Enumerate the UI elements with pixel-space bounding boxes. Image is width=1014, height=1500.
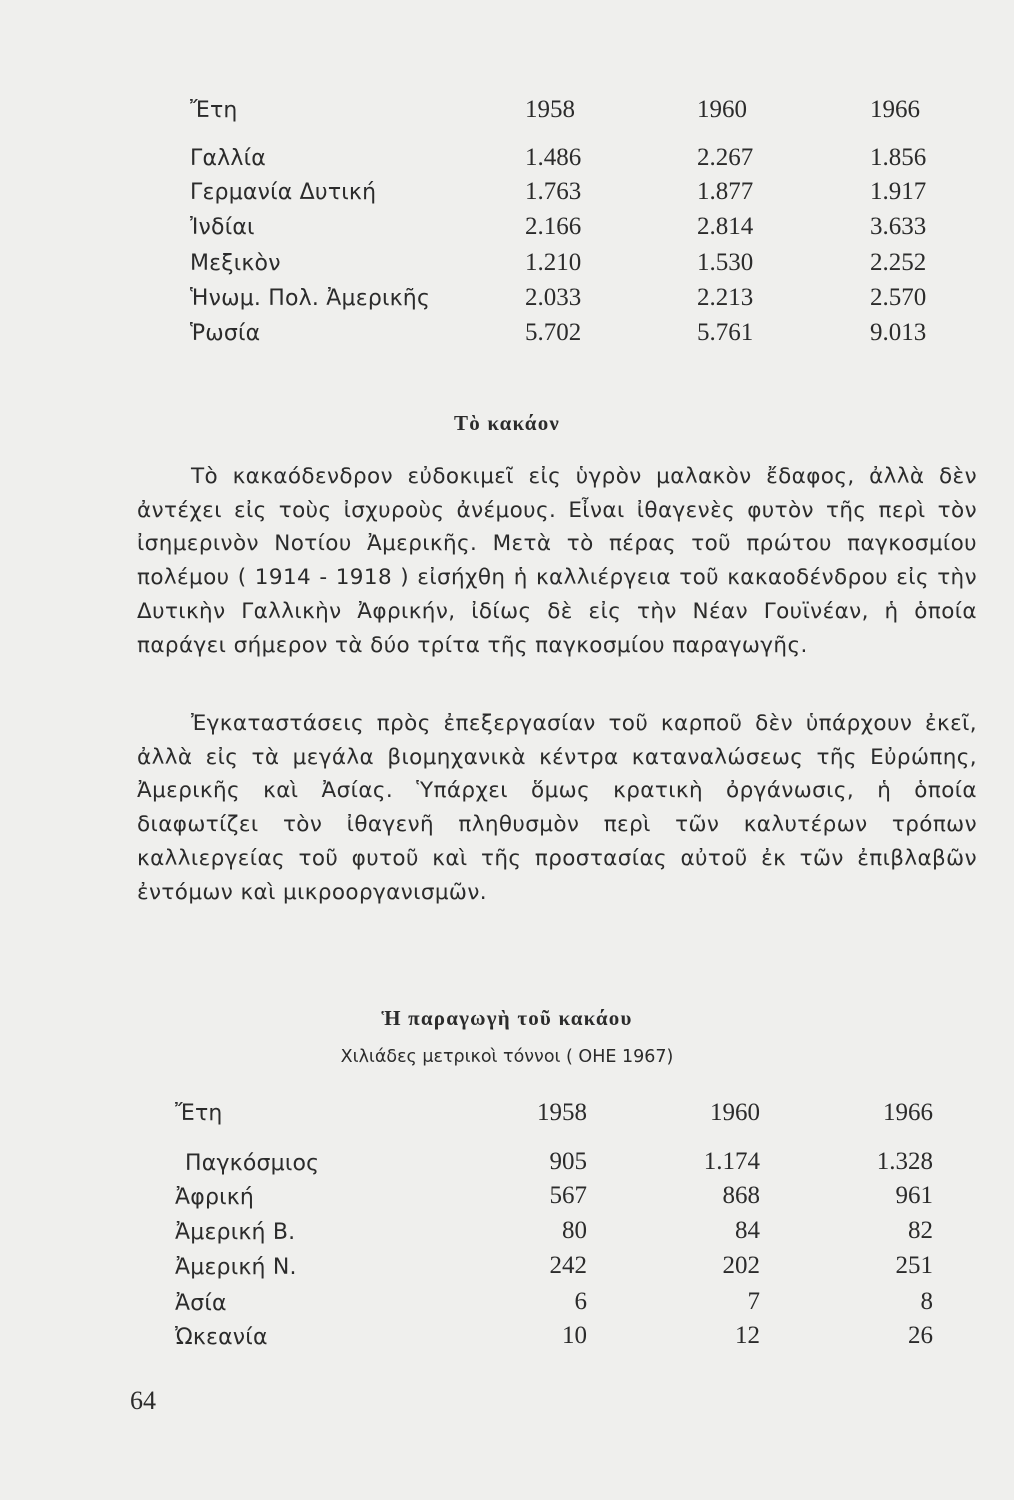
value-1958: 905	[549, 1148, 587, 1175]
country-name: Γαλλία	[190, 146, 266, 171]
year-1960: 1960	[697, 96, 747, 123]
value-1966: 8	[920, 1288, 933, 1315]
value-1958: 567	[549, 1182, 587, 1209]
value-1958: 2.033	[525, 284, 582, 311]
country-name: Γερμανία Δυτική	[190, 180, 377, 205]
region-name: Ἀμερική Β.	[175, 1220, 296, 1245]
value-1966: 9.013	[870, 319, 927, 346]
value-1958: 10	[562, 1322, 587, 1349]
year-1966: 1966	[870, 96, 920, 123]
region-name: Ἀφρική	[175, 1185, 255, 1210]
year-1958: 1958	[525, 96, 575, 123]
value-1960: 1.530	[697, 249, 754, 276]
value-1958: 2.166	[525, 213, 582, 240]
value-1960: 84	[735, 1217, 760, 1244]
value-1960: 1.174	[703, 1148, 760, 1175]
year-1966: 1966	[883, 1099, 933, 1126]
value-1958: 242	[549, 1252, 587, 1279]
region-name: Ἀσία	[175, 1291, 227, 1316]
section-title-cacao: Τὸ κακάον	[454, 411, 560, 435]
country-name: Ῥωσία	[190, 321, 261, 346]
value-1966: 82	[908, 1217, 933, 1244]
country-name: Ἰνδίαι	[190, 215, 255, 240]
region-name: Ἀμερική Ν.	[175, 1255, 297, 1280]
region-name: Ὠκεανία	[175, 1325, 268, 1350]
value-1960: 1.877	[697, 178, 754, 205]
country-name: Μεξικὸν	[190, 251, 281, 276]
value-1966: 1.856	[870, 144, 927, 171]
value-1958: 5.702	[525, 319, 582, 346]
value-1960: 202	[722, 1252, 760, 1279]
year-1960: 1960	[710, 1099, 760, 1126]
value-1958: 6	[574, 1288, 587, 1315]
table-caption: Χιλιάδες μετρικοὶ τόννοι ( ΟΗΕ 1967)	[340, 1047, 674, 1067]
value-1960: 2.213	[697, 284, 754, 311]
region-name: Παγκόσμιος	[185, 1151, 320, 1176]
country-name: Ἡνωμ. Πολ. Ἀμερικῆς	[190, 286, 431, 311]
year-label: Ἔτη	[190, 98, 238, 123]
page-number: 64	[130, 1386, 156, 1415]
paragraph-1: Τὸ κακαόδενδρον εὐδοκιμεῖ εἰς ὑγρὸν μαλακὸν ἔδαφος, ἀλλὰ δὲν ἀντέχει εἰς τοὺς ἰσχυροὺς ἀνέμους. Εἶναι ἰθαγενὲς φυτὸν τῆς περὶ τὸν ἰσημερινὸν Νοτίου Ἀμερικῆς. Μετὰ τὸ πέρας τοῦ πρώτου παγκοσμίου πολέμου ( 1914 - 1918 ) εἰσήχθη ἡ καλλιέργεια τοῦ κακαοδένδρου εἰς τὴν Δυτικὴν Γαλλικὴν Ἀφρικήν, ἰδίως δὲ εἰς τὴν Νέαν Γουϊνέαν, ἡ ὁποία παράγει σήμερον τὰ δύο τρίτα τῆς παγκοσμίου παραγωγῆς.	[137, 464, 977, 658]
value-1960: 2.267	[697, 144, 754, 171]
value-1958: 1.763	[525, 178, 582, 205]
value-1966: 961	[895, 1182, 933, 1209]
value-1958: 1.210	[525, 249, 582, 276]
value-1966: 251	[895, 1252, 933, 1279]
value-1966: 2.252	[870, 249, 927, 276]
value-1960: 7	[747, 1288, 760, 1315]
paragraph-2: Ἐγκαταστάσεις πρὸς ἐπεξεργασίαν τοῦ καρποῦ δὲν ὑπάρχουν ἐκεῖ, ἀλλὰ εἰς τὰ μεγάλα βιομηχανικὰ κέντρα καταναλώσεως τῆς Εὐρώπης, Ἀμερικῆς καὶ Ἀσίας. Ὑπάρχει ὅμως κρατικὴ ὀργάνωσις, ἡ ὁποία διαφωτίζει τὸν ἰθαγενῆ πληθυσμὸν περὶ τῶν καλυτέρων τρόπων καλλιεργείας τοῦ φυτοῦ καὶ τῆς προστασίας αὐτοῦ ἐκ τῶν ἐπιβλαβῶν ἐντόμων καὶ μικροοργανισμῶν.	[137, 711, 977, 905]
value-1966: 2.570	[870, 284, 927, 311]
value-1958: 80	[562, 1217, 587, 1244]
value-1960: 5.761	[697, 319, 754, 346]
value-1958: 1.486	[525, 144, 582, 171]
value-1966: 1.328	[876, 1148, 933, 1175]
value-1966: 3.633	[870, 213, 927, 240]
year-1958: 1958	[537, 1099, 587, 1126]
value-1966: 26	[908, 1322, 933, 1349]
value-1960: 2.814	[697, 213, 754, 240]
value-1960: 868	[722, 1182, 760, 1209]
value-1966: 1.917	[870, 178, 927, 205]
value-1960: 12	[735, 1322, 760, 1349]
section-title-production: Ἡ παραγωγὴ τοῦ κακάου	[381, 1006, 633, 1030]
year-label: Ἔτη	[175, 1101, 223, 1126]
